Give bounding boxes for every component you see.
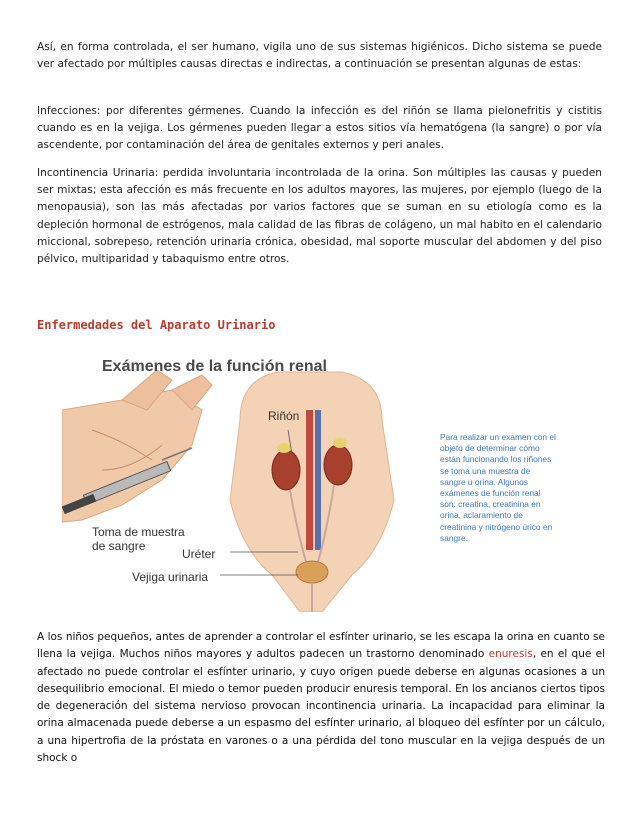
sample-label-line2: de sangre: [92, 539, 146, 553]
infections-paragraph: Infecciones: por diferentes gérmenes. Cuando la infección es del riñón se llama pielonefritis y cistitis cuando es en la vejiga. Los gérmenes pueden llegar a estos sitios vía hematógena (la sangre) o por vía ascendente, por contaminación del área de genitales externos y peri anales.: [37, 105, 602, 152]
sample-label-line1: Toma de muestra: [92, 525, 185, 539]
torso-illustration: [230, 372, 394, 612]
enuresis-text-before: A los niños pequeños, antes de aprender a controlar el esfínter urinario, se les escapa la orina en cuanto se llena la vejiga. Muchos niños mayores y adultos padecen un trastorno denominado: [37, 631, 605, 661]
figure-title: Exámenes de la función renal: [102, 358, 327, 375]
enuresis-link[interactable]: enuresis: [488, 648, 533, 661]
enuresis-text-after: , en el que el afectado no puede controlar el esfínter urinario, y cuyo origen puede deberse en algunas ocasiones a un desequilibrio emocional. El miedo o temor pueden producir enuresis temporal. En los ancianos ciertos tipos de degeneración del sistema nervioso provocan incontinencia urinaria. La incapacidad para eliminar la orina almacenada puede deberse a un espasmo del esfínter urinario, al bloqueo del esfínter por un cálculo, a una hipertrofia de la próstata en varones o a una pérdida del tono muscular en la vejiga después de un shock o: [37, 648, 605, 765]
renal-exam-figure: [62, 350, 594, 612]
bladder-label: Vejiga urinaria: [132, 570, 209, 584]
figure-note: Para realizar un examen con el objeto de determinar cómo están funcionando los riñones se toma una muestra de sangre u orina. Algunos exámenes de función renal son: creatina, creatinina en orina, aclaramiento de creatinina y nitrógeno úrico en sangre.: [440, 432, 556, 543]
intro-paragraph: Así, en forma controlada, el ser humano, vigila uno de sus sistemas higiénicos. Dicho sistema se puede ver afectado por múltiples causas directas e indirectas, a continuación se presentan algunas de estas:: [37, 41, 602, 71]
section-heading: Enfermedades del Aparato Urinario: [37, 318, 276, 332]
kidney-label: Riñón: [268, 409, 300, 423]
hand-syringe-illustration: [62, 370, 212, 522]
ureter-label: Uréter: [182, 547, 216, 561]
incontinence-paragraph: Incontinencia Urinaria: perdida involuntaria incontrolada de la orina. Son múltiples las causas y pueden ser mixtas; esta afección es más frecuente en los adultos mayores, las mujeres, por ejemplo (luego de la menopausia), son las más afectadas por varios factores que se suman en su etiología como es la depleción hormonal de estrógenos, mala calidad de las fibras de colágeno, un mal habito en el calendario miccional, sobrepeso, retención urinaria crónica, obesidad, mal soporte muscular del abdomen y del piso pélvico, multiparidad y tabaquismo entre otros.: [37, 167, 602, 266]
enuresis-paragraph: [37, 629, 605, 767]
